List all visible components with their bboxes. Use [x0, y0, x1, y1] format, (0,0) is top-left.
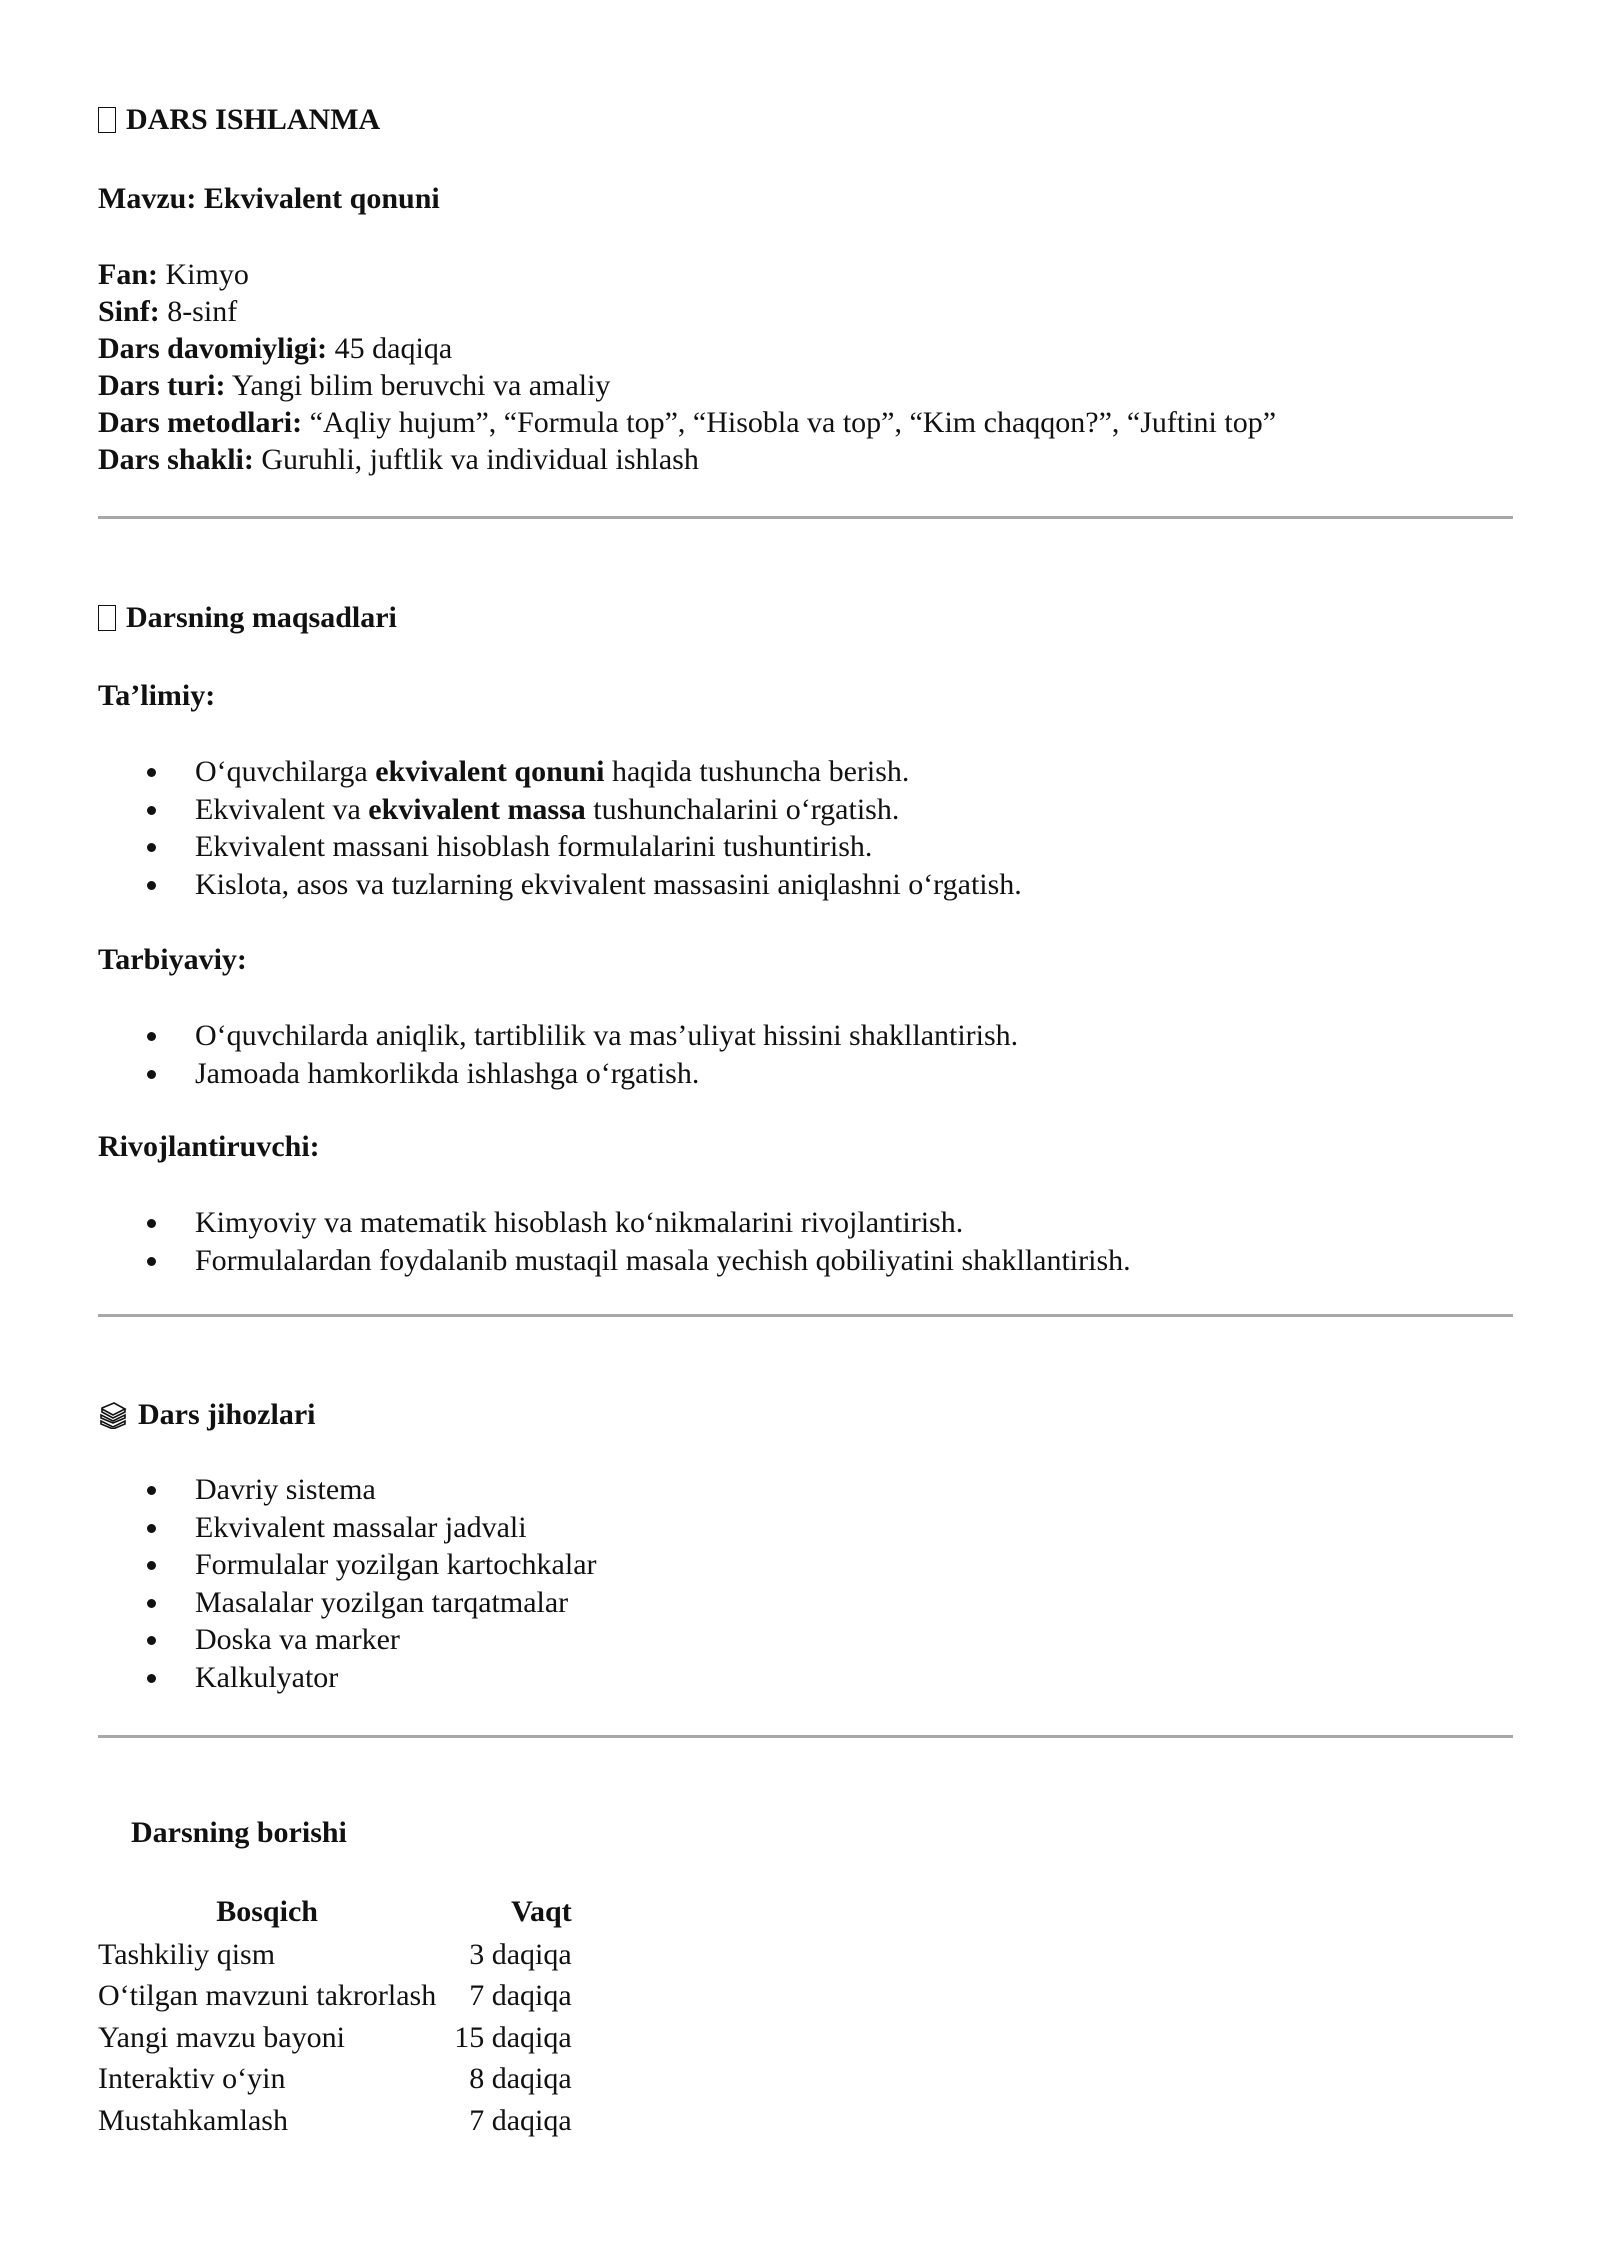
goals-heading-text: Darsning maqsadlari — [126, 601, 397, 634]
upbringing-label: Tarbiyaviy: — [98, 943, 247, 976]
goal-text: haqida tushuncha berish. — [604, 755, 910, 788]
time-cell: 8 daqiqa — [469, 2062, 572, 2096]
list-item — [98, 1055, 1018, 1093]
list-item — [98, 753, 1022, 791]
info-label: Dars turi: — [98, 369, 226, 402]
info-row — [98, 367, 610, 404]
list-item — [98, 866, 1022, 904]
bullet-icon — [147, 1561, 156, 1570]
list-item — [98, 1242, 1131, 1280]
list-item — [98, 1471, 597, 1509]
table-row — [98, 1934, 572, 1976]
info-value: Yangi bilim beruvchi va amaliy — [231, 369, 611, 402]
info-value: 8-sinf — [167, 295, 238, 328]
stage-cell: O‘tilgan mavzuni takrorlash — [98, 1979, 437, 2013]
horizontal-divider — [98, 1735, 1513, 1738]
bullet-icon — [147, 1599, 156, 1608]
list-item — [98, 1659, 597, 1697]
goal-text: O‘quvchilarga — [195, 755, 376, 788]
info-row — [98, 293, 237, 330]
goal-text: O‘quvchilarda aniqlik, tartiblilik va mas’uliyat hissini shakllantirish. — [195, 1019, 1019, 1052]
info-row — [98, 256, 249, 293]
table-row — [98, 2017, 572, 2059]
goal-text: tushunchalarini o‘rgatish. — [585, 792, 900, 826]
bullet-icon — [147, 1032, 156, 1041]
goal-text: Ekvivalent massani hisoblash formulalarini tushuntirish. — [195, 830, 873, 863]
list-item — [98, 1621, 597, 1659]
bullet-icon — [147, 806, 156, 815]
bullet-icon — [147, 1219, 156, 1228]
time-cell: 3 daqiqa — [469, 1937, 572, 1971]
developing-goals-list — [98, 1204, 1131, 1279]
list-item — [98, 1546, 597, 1584]
bullet-icon — [147, 843, 156, 852]
document-title — [98, 102, 380, 138]
table-row — [98, 2100, 572, 2142]
missing-glyph-icon — [98, 605, 116, 631]
equipment-heading — [98, 1397, 315, 1438]
educational-goals-list — [98, 753, 1022, 903]
bullet-icon — [147, 1257, 156, 1266]
goals-heading — [98, 600, 397, 636]
stage-cell: Interaktiv o‘yin — [98, 2062, 286, 2096]
list-item — [98, 1509, 597, 1547]
info-value: “Aqliy hujum”, “Formula top”, “Hisobla va top”, “Kim chaqqon?”, “Juftini top” — [309, 406, 1277, 439]
horizontal-divider — [98, 1314, 1513, 1317]
column-header-time: Vaqt — [511, 1895, 572, 1928]
equipment-text: Davriy sistema — [195, 1473, 376, 1506]
topic-line — [98, 181, 440, 217]
info-label: Dars davomiyligi: — [98, 332, 328, 365]
time-cell: 7 daqiqa — [469, 2103, 572, 2137]
topic-value: Ekvivalent qonuni — [203, 182, 440, 215]
goal-emphasis: ekvivalent qonuni — [375, 755, 605, 788]
table-row — [98, 1976, 572, 2018]
time-cell: 7 daqiqa — [469, 1979, 572, 2013]
goal-text: Kislota, asos va tuzlarning ekvivalent massasini aniqlashni o‘rgatish. — [195, 867, 1022, 901]
lesson-steps-table — [98, 1890, 572, 2142]
info-value: Kimyo — [165, 258, 249, 291]
bullet-icon — [147, 1070, 156, 1079]
bullet-icon — [147, 1524, 156, 1533]
equipment-text: Doska va marker — [195, 1623, 400, 1656]
equipment-heading-text: Dars jihozlari — [138, 1398, 316, 1431]
equipment-text: Kalkulyator — [195, 1660, 339, 1694]
list-item — [98, 1017, 1018, 1055]
bullet-icon — [147, 768, 156, 777]
bullet-icon — [147, 1674, 156, 1683]
topic-label: Mavzu: — [98, 182, 197, 215]
goal-emphasis: ekvivalent massa — [368, 792, 586, 826]
info-label: Fan: — [98, 258, 158, 291]
developing-label: Rivojlantiruvchi: — [98, 1130, 320, 1163]
bullet-icon — [147, 1636, 156, 1645]
table-row — [98, 2059, 572, 2101]
equipment-text: Formulalar yozilgan kartochkalar — [195, 1548, 597, 1581]
bullet-icon — [147, 1486, 156, 1495]
info-row — [98, 330, 452, 367]
info-label: Dars metodlari: — [98, 406, 303, 439]
info-label: Sinf: — [98, 295, 160, 328]
info-row — [98, 404, 1276, 441]
progress-heading: Darsning borishi — [131, 1816, 347, 1849]
info-value: Guruhli, juftlik va individual ishlash — [261, 443, 699, 476]
goal-text: Ekvivalent va — [195, 792, 369, 826]
goal-text: Kimyoviy va matematik hisoblash ko‘nikmalarini rivojlantirish. — [195, 1206, 964, 1239]
bullet-icon — [147, 881, 156, 890]
equipment-text: Masalalar yozilgan tarqatmalar — [195, 1585, 569, 1619]
books-icon — [98, 1401, 128, 1438]
document-title-text: DARS ISHLANMA — [126, 103, 381, 136]
equipment-text: Ekvivalent massalar jadvali — [195, 1510, 527, 1544]
list-item — [98, 1204, 1131, 1242]
info-label: Dars shakli: — [98, 443, 254, 476]
missing-glyph-icon — [98, 107, 116, 133]
list-item — [98, 1584, 597, 1622]
stage-cell: Tashkiliy qism — [98, 1937, 276, 1971]
column-header-stage: Bosqich — [216, 1895, 318, 1928]
table-header-row — [98, 1890, 572, 1934]
info-row — [98, 441, 699, 478]
educational-label: Ta’limiy: — [98, 679, 216, 712]
upbringing-goals-list — [98, 1017, 1018, 1092]
horizontal-divider — [98, 516, 1513, 519]
equipment-list — [98, 1471, 597, 1696]
list-item — [98, 791, 1022, 829]
goal-text: Formulalardan foydalanib mustaqil masala yechish qobiliyatini shakllantirish. — [195, 1243, 1131, 1277]
time-cell: 15 daqiqa — [454, 2020, 572, 2054]
stage-cell: Yangi mavzu bayoni — [98, 2020, 345, 2054]
goal-text: Jamoada hamkorlikda ishlashga o‘rgatish. — [195, 1056, 700, 1090]
stage-cell: Mustahkamlash — [98, 2103, 288, 2137]
info-value: 45 daqiqa — [334, 332, 453, 365]
list-item — [98, 828, 1022, 866]
